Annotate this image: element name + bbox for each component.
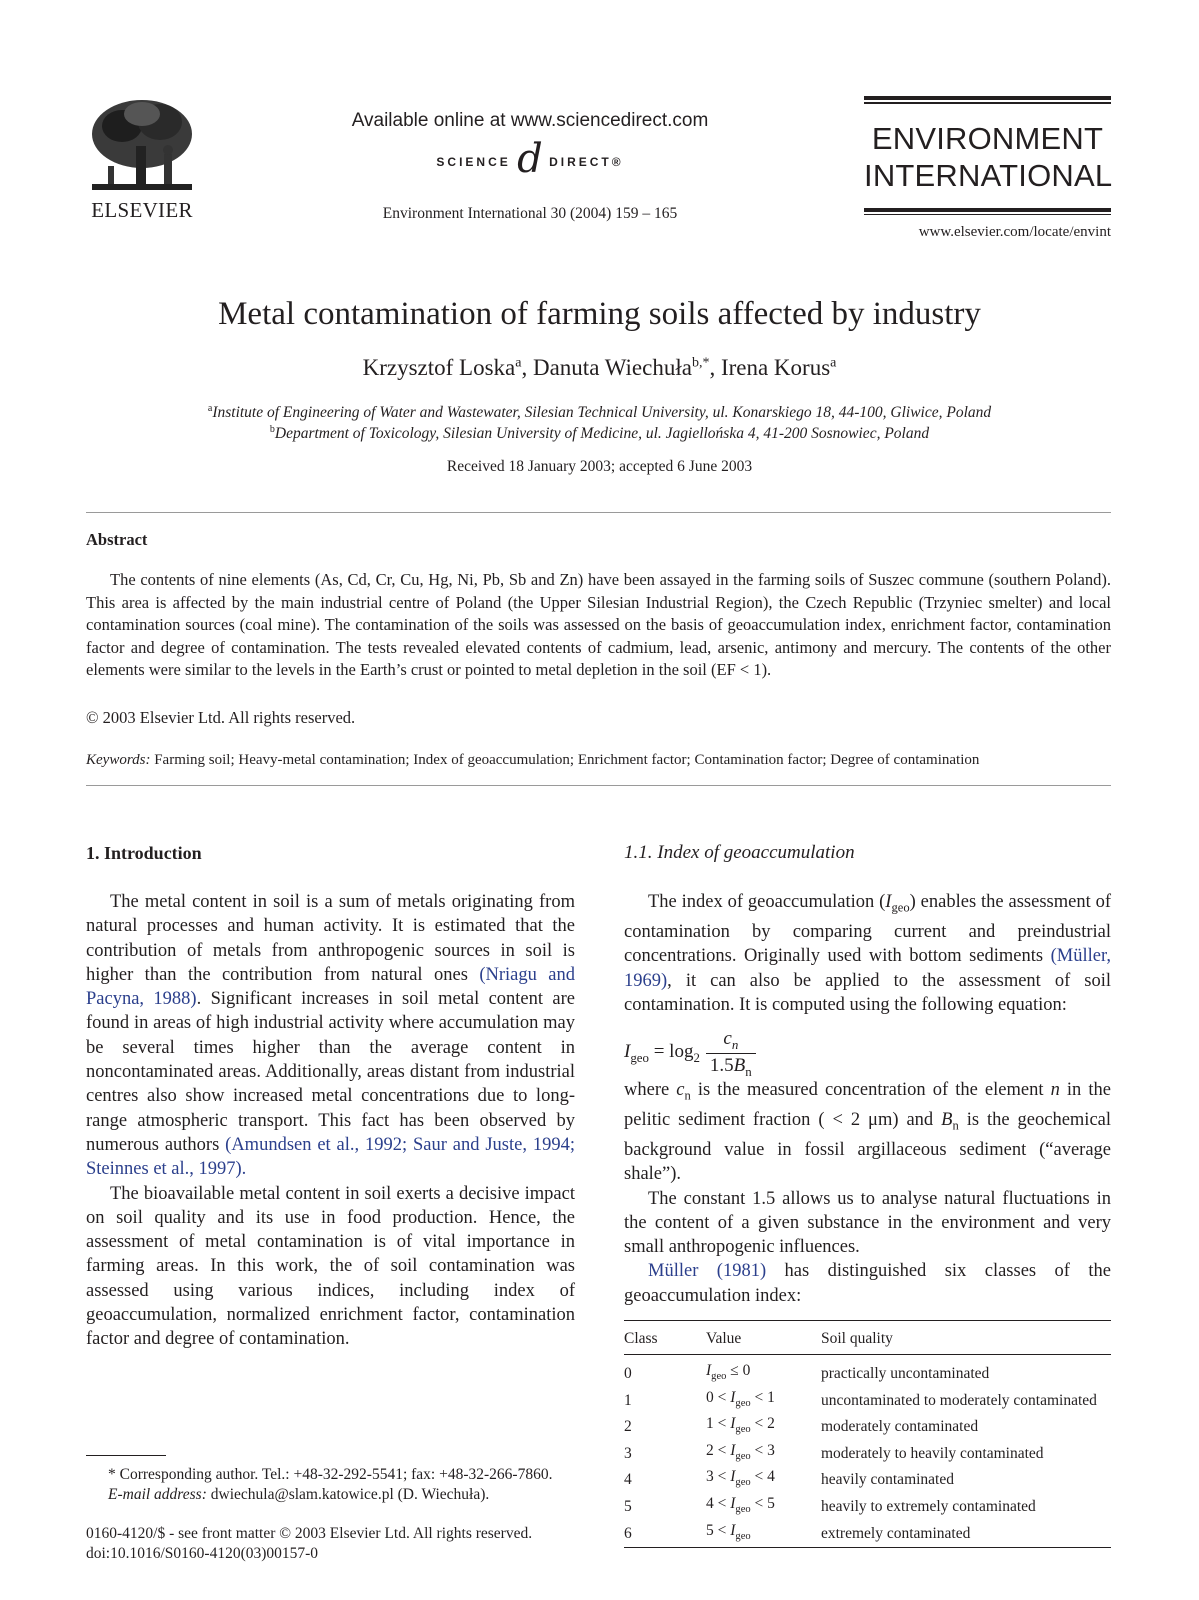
paragraph: Müller (1981) has distinguished six classes of the geoaccumulation index: xyxy=(624,1261,1111,1306)
abstract-heading: Abstract xyxy=(86,530,148,549)
affiliation-b xyxy=(0,424,1199,443)
front-matter-line: 0160-4120/$ - see front matter © 2003 Elsevier Ltd. All rights reserved. xyxy=(86,1525,533,1542)
citation-link[interactable]: Müller (1981) xyxy=(648,1261,767,1282)
cell-value: $2 < I_{geo} < 3$ xyxy=(706,1441,775,1462)
journal-masthead xyxy=(864,96,1111,215)
affiliation-text: Institute of Engineering of Water and Wastewater, Silesian Technical University, ul. Konarskiego 18, 44-100, Gliwice, Poland xyxy=(212,404,992,422)
author-list: Krzysztof Loska$^a$, Danuta Wiechuła$^{b,*}$, Irena Korus$^a$ xyxy=(362,355,837,380)
author-affil-marker: a xyxy=(830,355,837,371)
column-header-value: Value xyxy=(706,1330,742,1347)
cell-soil-quality: practically uncontaminated xyxy=(821,1365,990,1383)
cell-soil-quality: heavily to extremely contaminated xyxy=(821,1498,1036,1516)
affiliation-text: Department of Toxicology, Silesian University of Medicine, ul. Jagiellońska 4, 41-200 Sosnowiec, Poland xyxy=(274,425,930,443)
masthead-rule-bottom xyxy=(864,208,1111,212)
paragraph: The index of geoaccumulation $(I_{geo})$ enables the assessment of contamination by comparing current and preindustrial concentrations. Originally used with bottom sediments (Müller, 1969), it can also be applied to the assessment of soil contamination. It is computed using the following equation: xyxy=(624,892,1111,1015)
cell-soil-quality: uncontaminated to moderately contaminated xyxy=(821,1391,1097,1409)
paragraph: The metal content in soil is a sum of metals originating from natural processes and human activity. It is estimated that the contribution of metals from anthropogenic sources in soil is higher than the contribution from natural ones (Nriagu and Pacyna, 1988). Significant increases in soil metal content are found in areas of high industrial activity where accumulation may be several times higher than the average content in noncontaminated areas. Additionally, areas distant from industrial centres also show increased metal concentrations due to long-range atmospheric transport. This fact has been observed by numerous authors (Amundsen et al., 1992; Saur and Juste, 1994; Steinnes et al., 1997). xyxy=(86,892,575,1180)
doi-link[interactable]: doi:10.1016/S0160-4120(03)00157-0 xyxy=(86,1545,319,1562)
cell-class: 4 xyxy=(624,1471,632,1489)
table-body xyxy=(624,1355,1111,1548)
geoaccumulation-class-table xyxy=(624,1320,1111,1548)
sciencedirect-d-icon: d xyxy=(517,136,543,182)
paragraph: The bioavailable metal content in soil exerts a decisive impact on soil quality and its use in food production. Hence, the assessment of metal contamination is of vital importance in farming areas. In this work, the of soil contamination was assessed using various indices, including index of geoaccumulation, normalized enrichment factor, contamination factor and degree of contamination. xyxy=(86,1183,575,1350)
cell-value: $3 < I_{geo} < 4$ xyxy=(706,1468,775,1489)
table-row xyxy=(624,1521,1111,1548)
cell-value: $4 < I_{geo} < 5$ xyxy=(706,1494,775,1516)
table-row xyxy=(624,1388,1111,1415)
keywords xyxy=(86,752,1111,769)
column-header-soil-quality: Soil quality xyxy=(821,1330,893,1347)
cell-class: 0 xyxy=(624,1365,632,1383)
masthead-rule-top xyxy=(864,96,1111,100)
email-link[interactable]: dwiechula@slam.katowice.pl (D. Wiechuła). xyxy=(206,1486,490,1503)
sciencedirect-logo: SCIENCE d DIRECT® xyxy=(436,136,624,182)
cell-value: $0 < I_{geo} < 1$ xyxy=(706,1388,775,1409)
keywords-list: Farming soil; Heavy-metal contamination; Index of geoaccumulation; Enrichment factor; Contamination factor; Degree of contamination xyxy=(154,752,980,768)
journal-citation: Environment International 30 (2004) 159 – 165 xyxy=(382,205,678,222)
cell-class: 1 xyxy=(624,1391,632,1409)
cell-class: 6 xyxy=(624,1524,632,1542)
section-heading-introduction: 1. Introduction xyxy=(86,843,202,863)
cell-value: $5 < I_{geo}$ xyxy=(706,1521,751,1542)
paragraph: The constant 1.5 allows us to analyse natural fluctuations in the content of a given substance in the environment and very small anthropogenic influences. xyxy=(624,1188,1111,1258)
divider xyxy=(86,512,1111,513)
paragraph: where $c_n$ is the measured concentration of the element n in the pelitic sediment fraction ( < 2 μm) and $B_n$ is the geochemical background value in fossil argillaceous sediment (“average shale”). xyxy=(624,1080,1111,1185)
corresponding-author-footnote xyxy=(86,1465,586,1505)
journal-title-line2: INTERNATIONAL xyxy=(864,157,1113,193)
tree-icon xyxy=(86,96,198,196)
introduction-body xyxy=(86,890,575,1352)
masthead-rule-bottom-thin xyxy=(864,214,1111,216)
front-matter xyxy=(86,1524,606,1564)
equation-fraction: $\frac{c_n}{1.5B_n}$ xyxy=(706,1028,756,1080)
publisher-name: ELSEVIER xyxy=(91,198,193,222)
author-name[interactable]: Irena Korus xyxy=(720,355,831,380)
cell-soil-quality: moderately contaminated xyxy=(821,1418,979,1436)
cell-value: $1 < I_{geo} < 2$ xyxy=(706,1415,775,1436)
footnote-email: E-mail address: dwiechula@slam.katowice.pl (D. Wiechuła). xyxy=(108,1486,490,1503)
cell-class: 3 xyxy=(624,1444,632,1462)
keywords-label: Keywords: xyxy=(86,752,151,768)
column-header-class: Class xyxy=(624,1330,658,1347)
abstract-text: The contents of nine elements (As, Cd, Cr, Cu, Hg, Ni, Pb, Sb and Zn) have been assayed in the farming soils of Suszec commune (southern Poland). This area is affected by the main industrial centre of Poland (the Upper Silesian Industrial Region), the Czech Republic (Trzyniec smelter) and local contamination sources (coal mine). The contamination of the soils was assessed on the basis of geoaccumulation index, enrichment factor, contamination factor and degree of contamination. The tests revealed elevated contents of cadmium, lead, arsenic, antimony and mercury. The contents of the other elements were similar to the levels in the Earth’s crust or pointed to metal depletion in the soil (EF < 1). xyxy=(86,570,1111,679)
citation-link[interactable]: (Müller, 1969) xyxy=(624,946,1111,991)
received-dates: Received 18 January 2003; accepted 6 June 2003 xyxy=(446,458,753,475)
subsection-body-continued xyxy=(624,1078,1111,1308)
affiliation-marker: b xyxy=(269,424,275,435)
author-affil-marker: a xyxy=(515,355,522,371)
table-row xyxy=(624,1441,1111,1468)
journal-title-line1: ENVIRONMENT xyxy=(871,120,1104,156)
cell-soil-quality: moderately to heavily contaminated xyxy=(821,1444,1044,1462)
author-name[interactable]: Krzysztof Loska xyxy=(362,355,516,380)
divider xyxy=(86,785,1111,786)
author-affil-marker: b,* xyxy=(691,355,710,371)
cell-soil-quality: extremely contaminated xyxy=(821,1524,971,1542)
table-row xyxy=(624,1414,1111,1441)
cell-class: 5 xyxy=(624,1498,632,1516)
journal-url-link[interactable]: www.elsevier.com/locate/envint xyxy=(918,224,1111,240)
citation-link[interactable]: (Nriagu and Pacyna, 1988) xyxy=(86,964,575,1010)
citation-link[interactable]: (Amundsen et al., 1992; Saur and Juste, 1994; Steinnes et al., 1997). xyxy=(86,1134,575,1180)
table-row xyxy=(624,1494,1111,1521)
footnote-rule xyxy=(86,1455,166,1456)
table-header-row xyxy=(624,1321,1111,1355)
table-row xyxy=(624,1467,1111,1494)
author-name[interactable]: Danuta Wiechuła xyxy=(532,355,692,380)
cell-soil-quality: heavily contaminated xyxy=(821,1471,954,1489)
article-title: Metal contamination of farming soils affected by industry xyxy=(218,296,981,332)
masthead-rule-top-thin xyxy=(864,102,1111,104)
subsection-body xyxy=(624,890,1111,1017)
cell-value: $I_{geo} \le 0$ xyxy=(706,1362,751,1383)
sciencedirect-science: SCIENCE xyxy=(436,155,511,170)
abstract-copyright: © 2003 Elsevier Ltd. All rights reserved. xyxy=(86,708,356,727)
available-online-text[interactable]: Available online at www.sciencedirect.com xyxy=(351,110,709,131)
journal-title xyxy=(864,120,1111,194)
table-row xyxy=(624,1355,1111,1388)
equation-igeo: $I_{geo} = \log_2$ $\frac{c_n}{1.5B_n}$ xyxy=(624,1028,756,1080)
sciencedirect-direct: DIRECT xyxy=(549,155,612,170)
affiliation-marker: a xyxy=(207,403,213,414)
footnote-line: * Corresponding author. Tel.: +48-32-292-5541; fax: +48-32-266-7860. xyxy=(108,1466,553,1483)
cell-class: 2 xyxy=(624,1418,632,1436)
affiliation-a xyxy=(0,403,1199,422)
subsection-heading: 1.1. Index of geoaccumulation xyxy=(624,842,855,863)
